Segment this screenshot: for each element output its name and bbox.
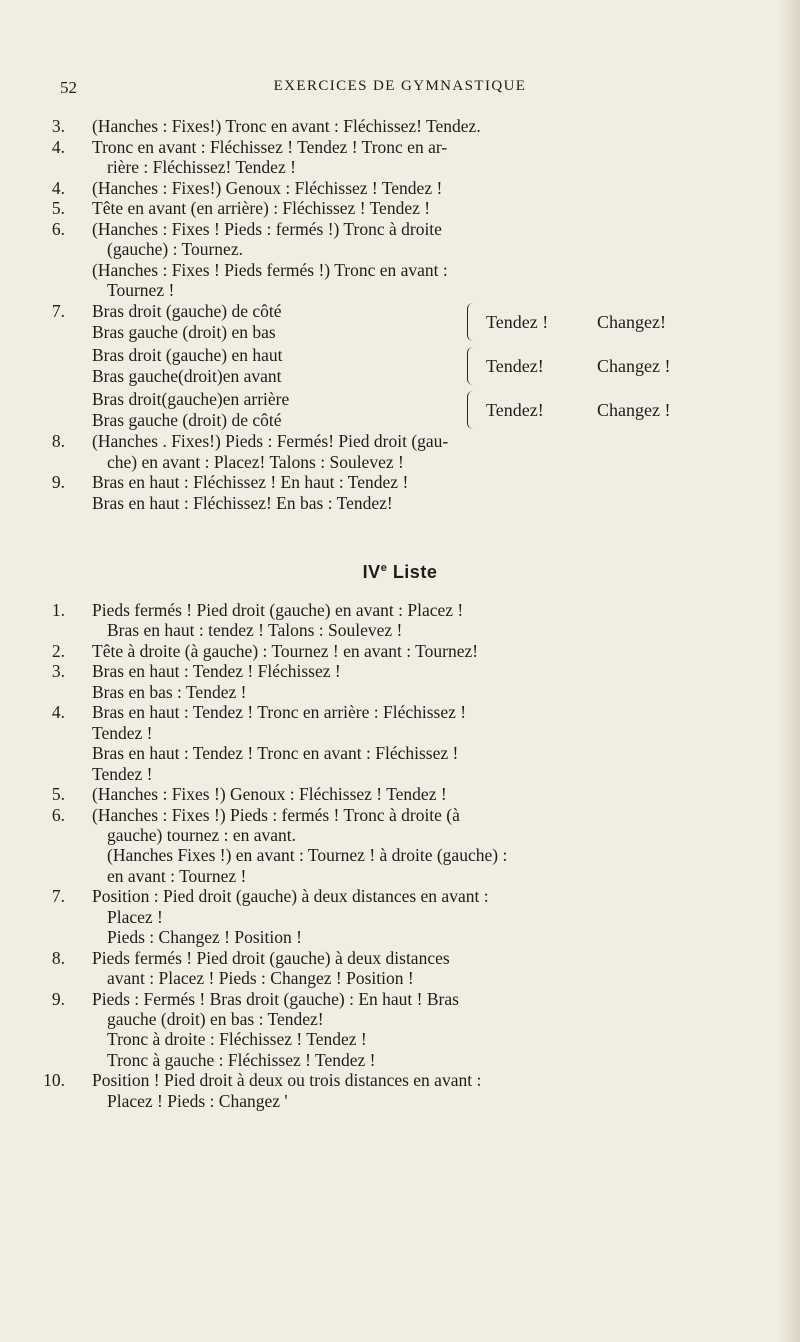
item-number: 2. — [51, 640, 65, 661]
line-text: Tournez ! — [107, 280, 175, 300]
text-line — [0, 279, 800, 301]
line-text: Bras en haut : Tendez ! Tronc en arrière : Fléchissez ! — [92, 702, 467, 723]
item-number: 9. — [51, 988, 65, 1009]
text-line — [0, 451, 800, 473]
line-text: en avant : Tournez ! — [107, 865, 247, 886]
item-number: 5. — [51, 784, 65, 805]
item-number: 1. — [51, 600, 65, 620]
text-line — [0, 471, 800, 493]
line-text: avant : Placez ! Pieds : Changez ! Position ! — [107, 968, 414, 989]
text-line — [0, 906, 800, 928]
item-number: 10. — [43, 1070, 65, 1091]
line-text: (Hanches : Fixes ! Pieds : fermés !) Tronc à droite — [92, 218, 442, 239]
item-number: 6. — [51, 804, 65, 825]
position-line-a: Bras droit (gauche) de côté — [92, 301, 282, 321]
position-line-b: Bras gauche(droit)en avant — [92, 366, 282, 386]
line-text: (Hanches . Fixes!) Pieds : Fermés! Pied droit (gau- — [92, 431, 449, 451]
item-number: 4. — [51, 177, 65, 198]
brace-symbol — [467, 303, 474, 341]
line-text: Placez ! Pieds : Changez ' — [107, 1090, 288, 1111]
line-text: Tendez ! — [92, 763, 153, 784]
line-text: Pieds : Changez ! Position ! — [107, 927, 302, 948]
running-head: EXERCICES DE GYMNASTIQUE — [273, 78, 527, 94]
text-line — [0, 681, 800, 703]
text-line — [0, 136, 800, 158]
item-number: 7. — [51, 301, 65, 321]
section-heading: IVe Liste — [362, 562, 438, 582]
text-line — [0, 238, 800, 260]
line-text: Bras en haut : tendez ! Talons : Soulevez ! — [107, 620, 403, 641]
line-text: (Hanches : Fixes !) Genoux : Fléchissez ! Tendez ! — [92, 784, 447, 805]
text-line — [0, 1008, 800, 1030]
text-line — [0, 259, 800, 281]
line-text: Position : Pied droit (gauche) à deux distances en avant : — [92, 886, 489, 907]
item-number: 4. — [51, 702, 65, 723]
line-text: Bras en haut : Tendez ! Tronc en avant : Fléchissez ! — [92, 743, 459, 764]
line-text: Pieds : Fermés ! Bras droit (gauche) : En haut ! Bras — [92, 988, 459, 1009]
text-line — [0, 722, 800, 744]
line-text: Tendez ! — [92, 722, 153, 743]
brace-symbol — [467, 347, 474, 385]
item-number: 7. — [51, 886, 65, 907]
brace-symbol — [467, 391, 474, 429]
line-text: che) en avant : Placez! Talons : Soulevez ! — [107, 451, 404, 472]
line-text: (Hanches : Fixes !) Pieds : fermés ! Tronc à droite (à — [92, 804, 460, 825]
text-line — [0, 701, 800, 723]
line-text: Tronc en avant : Fléchissez ! Tendez ! Tronc en ar- — [92, 136, 448, 157]
text-line — [0, 115, 800, 137]
line-text: Bras en haut : Fléchissez! En bas : Tendez! — [92, 492, 393, 513]
item-number: 5. — [51, 198, 65, 218]
page-header — [0, 78, 800, 104]
text-line — [0, 763, 800, 785]
command-tendez: Tendez ! — [486, 312, 549, 332]
item-number: 8. — [51, 431, 65, 451]
position-line-b: Bras gauche (droit) de côté — [92, 410, 282, 430]
text-line — [0, 1028, 800, 1050]
text-line — [0, 1069, 800, 1091]
text-line — [0, 430, 800, 452]
line-text: (Hanches : Fixes!) Genoux : Fléchissez ! Tendez ! — [92, 177, 443, 198]
line-text: Bras en haut : Tendez ! Fléchissez ! — [92, 661, 341, 682]
line-text: Placez ! — [107, 906, 163, 927]
item-number: 8. — [51, 947, 65, 968]
text-line — [0, 599, 800, 621]
line-text: Pieds fermés ! Pied droit (gauche) à deux distances — [92, 947, 450, 968]
item-number: 6. — [51, 218, 65, 239]
item-number: 9. — [51, 472, 65, 492]
text-line — [0, 742, 800, 764]
arm-position-group — [92, 344, 792, 388]
page-number: 52 — [60, 78, 77, 97]
command-changez: Changez ! — [597, 356, 671, 376]
position-line-b: Bras gauche (droit) en bas — [92, 322, 276, 342]
text-line — [0, 824, 800, 846]
line-text: Tête à droite (à gauche) : Tournez ! en avant : Tournez! — [92, 640, 479, 661]
line-text: rière : Fléchissez! Tendez ! — [107, 157, 296, 177]
text-line — [0, 885, 800, 907]
text-line — [0, 967, 800, 989]
line-text: Pieds fermés ! Pied droit (gauche) en avant : Placez ! — [92, 600, 464, 620]
line-text: Position ! Pied droit à deux ou trois distances en avant : — [92, 1070, 482, 1091]
text-line — [0, 660, 800, 682]
line-text: (Hanches : Fixes!) Tronc en avant : Fléchissez! Tendez. — [92, 116, 481, 136]
text-line — [0, 804, 800, 826]
text-line — [0, 926, 800, 948]
text-line — [0, 640, 800, 662]
item-number: 3. — [51, 661, 65, 682]
text-line — [0, 492, 800, 514]
arm-position-group — [92, 300, 792, 344]
position-line-a: Bras droit(gauche)en arrière — [92, 389, 290, 409]
text-line — [0, 197, 800, 219]
command-changez: Changez ! — [597, 400, 671, 420]
text-line — [0, 1049, 800, 1071]
item-number: 3. — [51, 116, 65, 136]
command-tendez: Tendez! — [486, 400, 544, 420]
line-text: gauche) tournez : en avant. — [107, 824, 297, 845]
arm-position-group — [92, 388, 792, 432]
command-tendez: Tendez! — [486, 356, 544, 376]
text-line — [0, 218, 800, 240]
line-text: Bras en haut : Fléchissez ! En haut : Tendez ! — [92, 472, 409, 492]
text-line — [0, 177, 800, 199]
text-line — [0, 783, 800, 805]
position-line-a: Bras droit (gauche) en haut — [92, 345, 283, 365]
text-line — [0, 156, 800, 178]
command-changez: Changez! — [597, 312, 666, 332]
line-text: (gauche) : Tournez. — [107, 239, 243, 259]
item-number: 4. — [51, 136, 65, 157]
line-text: Tronc à gauche : Fléchissez ! Tendez ! — [107, 1049, 376, 1070]
line-text: gauche (droit) en bas : Tendez! — [107, 1009, 324, 1029]
text-line — [0, 865, 800, 887]
text-line — [0, 1090, 800, 1112]
line-text: Tête en avant (en arrière) : Fléchissez ! Tendez ! — [92, 198, 431, 218]
line-text: Bras en bas : Tendez ! — [92, 681, 247, 702]
line-text: Tronc à droite : Fléchissez ! Tendez ! — [107, 1029, 367, 1050]
text-line — [0, 844, 800, 866]
line-text: (Hanches Fixes !) en avant : Tournez ! à droite (gauche) : — [107, 845, 508, 866]
text-line — [0, 988, 800, 1010]
text-line — [0, 619, 800, 641]
line-text: (Hanches : Fixes ! Pieds fermés !) Tronc en avant : — [92, 259, 448, 280]
text-line — [0, 947, 800, 969]
